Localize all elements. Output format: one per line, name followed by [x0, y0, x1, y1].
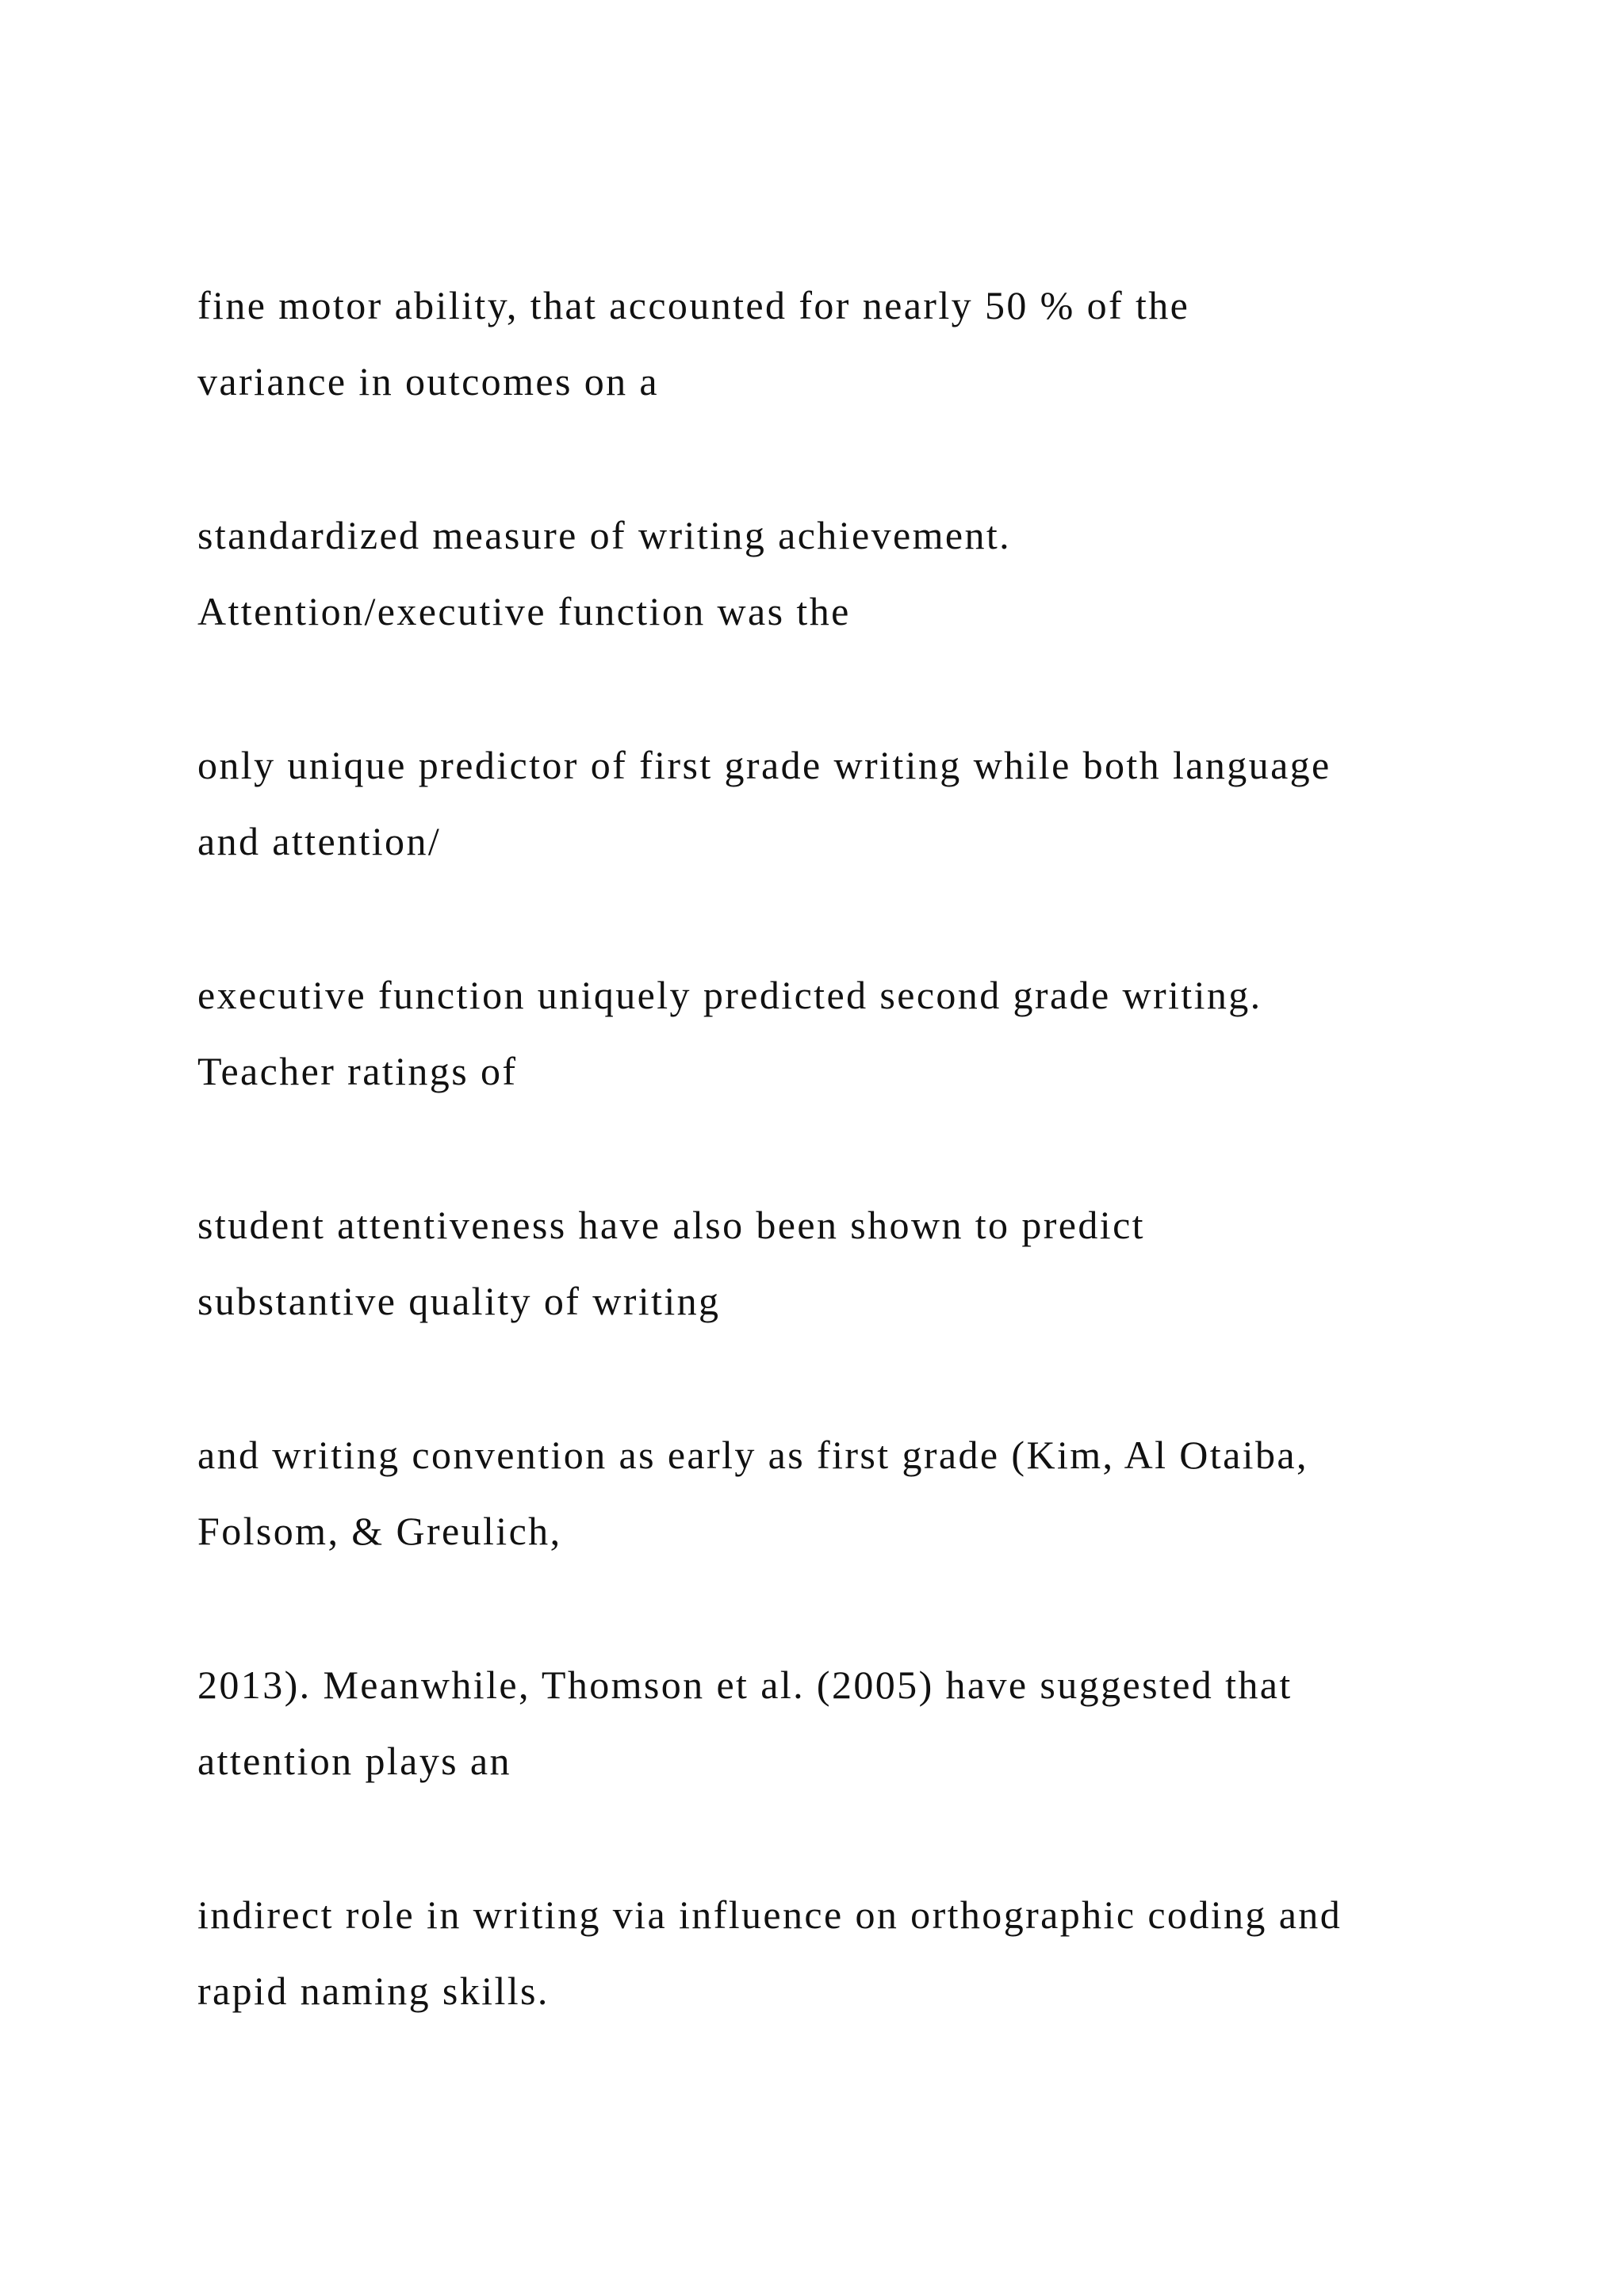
- text-line: standardized measure of writing achievement.: [197, 513, 1012, 557]
- paragraph: [197, 1417, 1545, 1569]
- text-line: attention plays an: [197, 1739, 511, 1783]
- text-line: Folsom, & Greulich,: [197, 1509, 562, 1553]
- paragraph: [197, 267, 1545, 419]
- text-line: executive function uniquely predicted second grade writing.: [197, 973, 1262, 1017]
- text-line: and writing convention as early as first grade (Kim, Al Otaiba,: [197, 1433, 1308, 1477]
- text-line: only unique predictor of first grade writing while both language: [197, 743, 1331, 787]
- document-body: [197, 267, 1545, 2107]
- paragraph: [197, 497, 1545, 649]
- paragraph: [197, 1877, 1545, 2029]
- paragraph: [197, 957, 1545, 1109]
- text-line: variance in outcomes on a: [197, 359, 660, 404]
- text-line: 2013). Meanwhile, Thomson et al. (2005) have suggested that: [197, 1663, 1293, 1707]
- text-line: rapid naming skills.: [197, 1969, 550, 2013]
- text-line: and attention/: [197, 819, 442, 863]
- paragraph: [197, 727, 1545, 879]
- text-line: Teacher ratings of: [197, 1049, 518, 1093]
- text-line: substantive quality of writing: [197, 1279, 721, 1323]
- text-line: indirect role in writing via influence on orthographic coding and: [197, 1892, 1342, 1937]
- text-line: student attentiveness have also been shown to predict: [197, 1203, 1145, 1247]
- text-line: Attention/executive function was the: [197, 589, 851, 633]
- paragraph: [197, 1647, 1545, 1799]
- text-line: fine motor ability, that accounted for nearly 50 % of the: [197, 283, 1190, 327]
- paragraph: [197, 1187, 1545, 1339]
